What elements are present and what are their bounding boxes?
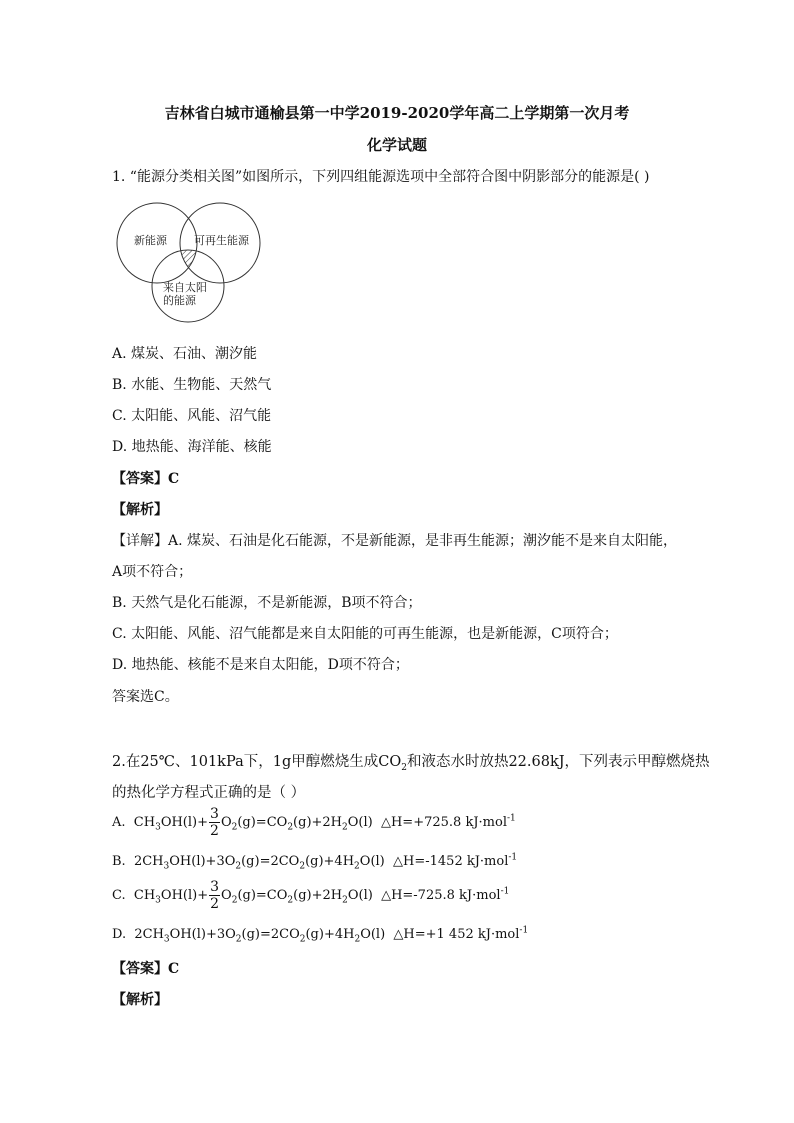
document-title: 吉林省白城市通榆县第一中学2019-2020学年高二上学期第一次月考 <box>164 104 630 122</box>
q1-option-b: B. 水能、生物能、天然气 <box>112 377 272 393</box>
q1-explanation-1: 【详解】A. 煤炭、石油是化石能源，不是新能源，是非再生能源；潮汐能不是来自太阳能， <box>112 533 678 549</box>
q2-option-d: D. $2CH_3OH(l)+3O_2(g)=2CO_2(g)+4H_2O(l)$ △H=+1 452 kJ·mol$^{-1}$ <box>112 926 529 945</box>
q2-stem-line2: 的热化学方程式正确的是（ ） <box>112 785 306 801</box>
q1-explanation-5: D. 地热能、核能不是来自太阳能，D项不符合； <box>112 657 409 673</box>
fraction-3-2: $\frac{3}{2}$ <box>210 806 219 839</box>
q1-explanation-2: A项不符合； <box>112 564 193 580</box>
q2-option-b: B. $2CH_3OH(l)+3O_2(g)=2CO_2(g)+4H_2O(l)$ △H=-1452 kJ·mol$^{-1}$ <box>112 853 518 872</box>
q1-explanation-6: 答案选C。 <box>112 689 179 705</box>
energy-venn-diagram <box>112 200 272 328</box>
venn-label-solar-2: 的能源 <box>163 294 196 307</box>
q2-stem-line1: 2.在25℃、101kPa下，1g甲醇燃烧生成$CO_2$和液态水时放热22.68kJ，下列表示甲醇燃烧热 <box>112 754 710 773</box>
q2-analysis-label: 【解析】 <box>112 992 168 1008</box>
document-subtitle: 化学试题 <box>366 136 427 154</box>
q1-stem: 1. “能源分类相关图”如图所示，下列四组能源选项中全部符合图中阴影部分的能源是( ) <box>112 169 650 185</box>
q2-answer: 【答案】C <box>112 961 180 977</box>
q1-explanation-3: B. 天然气是化石能源，不是新能源，B项不符合； <box>112 595 422 611</box>
venn-label-solar-1: 来自太阳 <box>163 281 207 294</box>
q2-option-a: A. $CH_3OH(l)+$ $\frac{3}{2}$ $O_2(g)=CO_2(g)+2H_2O(l)$ △H=+725.8 kJ·mol$^{-1}$ <box>112 806 516 839</box>
venn-label-renewable: 可再生能源 <box>194 234 249 247</box>
q1-explanation-4: C. 太阳能、风能、沼气能都是来自太阳能的可再生能源，也是新能源，C项符合； <box>112 626 618 642</box>
fraction-3-2-c: $\frac{3}{2}$ <box>210 879 220 912</box>
q1-analysis-label: 【解析】 <box>112 502 168 518</box>
q1-option-d: D. 地热能、海洋能、核能 <box>112 439 272 455</box>
venn-label-new-energy: 新能源 <box>134 234 167 247</box>
q2-option-c: C. $CH_3OH(l)+$ $\frac{3}{2}$ $O_2(g)=CO_2(g)+2H_2O(l)$ △H=-725.8 kJ·mol$^{-1}$ <box>112 879 510 912</box>
q1-option-c: C. 太阳能、风能、沼气能 <box>112 408 272 424</box>
q1-answer: 【答案】C <box>112 471 180 487</box>
q1-option-a: A. 煤炭、石油、潮汐能 <box>112 346 258 362</box>
